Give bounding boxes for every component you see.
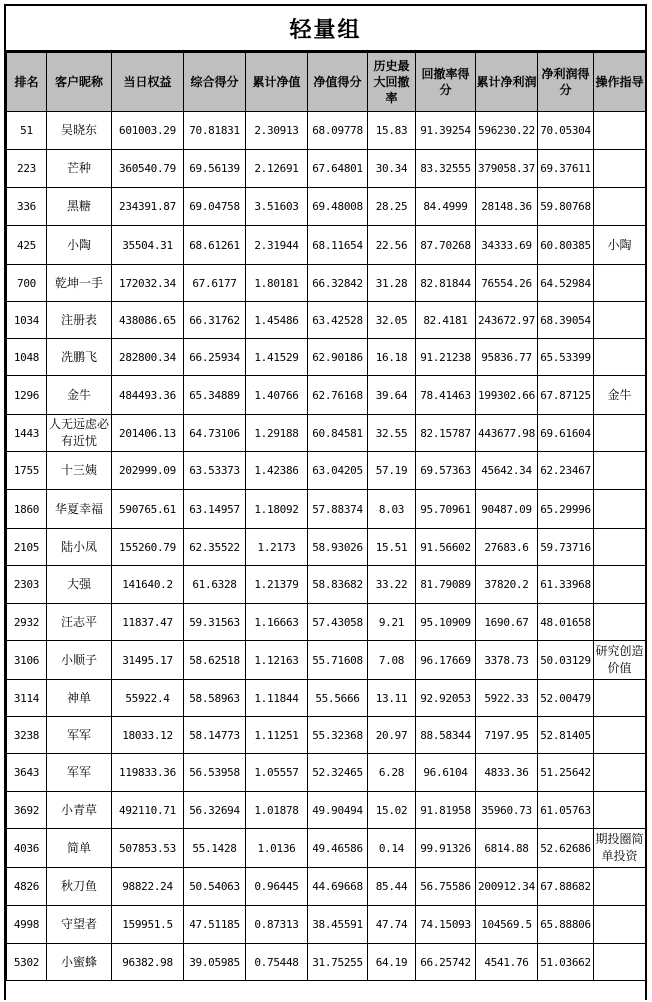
- table-row: [7, 944, 646, 981]
- cell-max-drawdown: 15.83: [368, 112, 416, 150]
- cell-nickname: 金牛: [47, 376, 112, 415]
- cell-net-profit: 34333.69: [476, 226, 538, 265]
- cell-nickname: 华夏幸福: [47, 490, 112, 529]
- cell-rank: 4036: [7, 829, 47, 868]
- cell-total-score: 67.6177: [184, 265, 246, 302]
- cell-rank: 1296: [7, 376, 47, 415]
- cell-net-profit: 45642.34: [476, 452, 538, 490]
- cell-nav-score: 55.5666: [308, 680, 368, 717]
- cell-nav-score: 63.04205: [308, 452, 368, 490]
- cell-guidance: [594, 717, 646, 754]
- cell-nickname: 神单: [47, 680, 112, 717]
- cell-total-score: 63.53373: [184, 452, 246, 490]
- cell-rank: 1048: [7, 339, 47, 376]
- cell-max-drawdown: 20.97: [368, 717, 416, 754]
- cell-nickname: 吴晓东: [47, 112, 112, 150]
- cell-rank: 4826: [7, 868, 47, 906]
- cell-equity: 360540.79: [112, 150, 184, 188]
- table-row: [7, 604, 646, 641]
- cell-drawdown-score: 95.10909: [416, 604, 476, 641]
- cell-nav-score: 57.88374: [308, 490, 368, 529]
- cell-nav-score: 62.90186: [308, 339, 368, 376]
- cell-max-drawdown: 32.55: [368, 415, 416, 452]
- table-row: [7, 339, 646, 376]
- cell-total-score: 50.54063: [184, 868, 246, 906]
- cell-nav: 1.42386: [246, 452, 308, 490]
- table-row: [7, 529, 646, 566]
- cell-nav-score: 38.45591: [308, 906, 368, 944]
- table-row: [7, 265, 646, 302]
- cell-nav: 1.45486: [246, 302, 308, 339]
- cell-guidance: 小陶: [594, 226, 646, 265]
- cell-equity: 201406.13: [112, 415, 184, 452]
- cell-rank: 51: [7, 112, 47, 150]
- table-row: [7, 490, 646, 529]
- cell-max-drawdown: 85.44: [368, 868, 416, 906]
- cell-total-score: 62.35522: [184, 529, 246, 566]
- cell-nav-score: 60.84581: [308, 415, 368, 452]
- cell-guidance: [594, 415, 646, 452]
- cell-nickname: 小蜜蜂: [47, 944, 112, 981]
- cell-max-drawdown: 6.28: [368, 754, 416, 792]
- cell-drawdown-score: 83.32555: [416, 150, 476, 188]
- cell-net-profit: 4833.36: [476, 754, 538, 792]
- cell-total-score: 64.73106: [184, 415, 246, 452]
- cell-equity: 172032.34: [112, 265, 184, 302]
- cell-profit-score: 65.29996: [538, 490, 594, 529]
- table-row: [7, 112, 646, 150]
- cell-nickname: 人无远虑必有近忧: [47, 415, 112, 452]
- cell-nav-score: 67.64801: [308, 150, 368, 188]
- cell-profit-score: 59.73716: [538, 529, 594, 566]
- cell-net-profit: 104569.5: [476, 906, 538, 944]
- cell-nickname: 军军: [47, 717, 112, 754]
- cell-max-drawdown: 16.18: [368, 339, 416, 376]
- cell-nickname: 小顺子: [47, 641, 112, 680]
- cell-net-profit: 243672.97: [476, 302, 538, 339]
- cell-net-profit: 596230.22: [476, 112, 538, 150]
- cell-nav: 1.2173: [246, 529, 308, 566]
- cell-nav: 1.12163: [246, 641, 308, 680]
- cell-max-drawdown: 47.74: [368, 906, 416, 944]
- cell-nickname: 乾坤一手: [47, 265, 112, 302]
- cell-nav: 3.51603: [246, 188, 308, 226]
- cell-max-drawdown: 64.19: [368, 944, 416, 981]
- cell-equity: 155260.79: [112, 529, 184, 566]
- table-row: [7, 680, 646, 717]
- cell-total-score: 66.25934: [184, 339, 246, 376]
- cell-profit-score: 52.62686: [538, 829, 594, 868]
- cell-nav: 1.05557: [246, 754, 308, 792]
- leaderboard-sheet: [4, 4, 647, 1000]
- cell-guidance: [594, 754, 646, 792]
- cell-profit-score: 67.87125: [538, 376, 594, 415]
- cell-guidance: 金牛: [594, 376, 646, 415]
- cell-drawdown-score: 91.81958: [416, 792, 476, 829]
- cell-net-profit: 35960.73: [476, 792, 538, 829]
- cell-net-profit: 5922.33: [476, 680, 538, 717]
- cell-nav-score: 55.32368: [308, 717, 368, 754]
- header-rank: 排名: [7, 53, 47, 112]
- cell-equity: 507853.53: [112, 829, 184, 868]
- cell-equity: 159951.5: [112, 906, 184, 944]
- header-profit-score: 净利润得分: [538, 53, 594, 112]
- cell-nickname: 小陶: [47, 226, 112, 265]
- table-row: [7, 188, 646, 226]
- cell-net-profit: 28148.36: [476, 188, 538, 226]
- cell-nav: 0.87313: [246, 906, 308, 944]
- cell-profit-score: 64.52984: [538, 265, 594, 302]
- cell-net-profit: 200912.34: [476, 868, 538, 906]
- table-row: [7, 226, 646, 265]
- cell-total-score: 68.61261: [184, 226, 246, 265]
- cell-max-drawdown: 13.11: [368, 680, 416, 717]
- cell-rank: 5302: [7, 944, 47, 981]
- cell-drawdown-score: 91.39254: [416, 112, 476, 150]
- cell-profit-score: 51.25642: [538, 754, 594, 792]
- cell-drawdown-score: 92.92053: [416, 680, 476, 717]
- cell-profit-score: 68.39054: [538, 302, 594, 339]
- cell-net-profit: 6814.88: [476, 829, 538, 868]
- cell-max-drawdown: 33.22: [368, 566, 416, 604]
- cell-nickname: 守望者: [47, 906, 112, 944]
- cell-max-drawdown: 7.08: [368, 641, 416, 680]
- cell-drawdown-score: 95.70961: [416, 490, 476, 529]
- cell-rank: 3643: [7, 754, 47, 792]
- cell-nickname: 冼鹏飞: [47, 339, 112, 376]
- cell-nav-score: 62.76168: [308, 376, 368, 415]
- cell-nav: 1.18092: [246, 490, 308, 529]
- cell-equity: 282800.34: [112, 339, 184, 376]
- cell-guidance: [594, 112, 646, 150]
- cell-nav-score: 66.32842: [308, 265, 368, 302]
- cell-nav: 1.01878: [246, 792, 308, 829]
- cell-max-drawdown: 30.34: [368, 150, 416, 188]
- cell-rank: 3238: [7, 717, 47, 754]
- cell-nav-score: 58.83682: [308, 566, 368, 604]
- cell-nickname: 汪志平: [47, 604, 112, 641]
- cell-guidance: [594, 604, 646, 641]
- header-total-score: 综合得分: [184, 53, 246, 112]
- cell-rank: 425: [7, 226, 47, 265]
- cell-net-profit: 27683.6: [476, 529, 538, 566]
- cell-equity: 601003.29: [112, 112, 184, 150]
- header-row: [7, 53, 646, 112]
- cell-guidance: [594, 906, 646, 944]
- sheet-title: 轻量组: [6, 6, 645, 52]
- table-row: [7, 150, 646, 188]
- cell-total-score: 39.05985: [184, 944, 246, 981]
- cell-drawdown-score: 82.4181: [416, 302, 476, 339]
- cell-nickname: 陆小凤: [47, 529, 112, 566]
- cell-profit-score: 69.61604: [538, 415, 594, 452]
- cell-profit-score: 70.05304: [538, 112, 594, 150]
- cell-max-drawdown: 31.28: [368, 265, 416, 302]
- cell-total-score: 61.6328: [184, 566, 246, 604]
- cell-total-score: 63.14957: [184, 490, 246, 529]
- cell-nav: 1.11251: [246, 717, 308, 754]
- cell-nav: 1.41529: [246, 339, 308, 376]
- header-nav-score: 净值得分: [308, 53, 368, 112]
- cell-max-drawdown: 57.19: [368, 452, 416, 490]
- cell-guidance: [594, 490, 646, 529]
- cell-profit-score: 61.33968: [538, 566, 594, 604]
- cell-max-drawdown: 28.25: [368, 188, 416, 226]
- cell-nickname: 注册表: [47, 302, 112, 339]
- cell-equity: 31495.17: [112, 641, 184, 680]
- header-guidance: 操作指导: [594, 53, 646, 112]
- cell-profit-score: 52.81405: [538, 717, 594, 754]
- cell-guidance: [594, 792, 646, 829]
- cell-max-drawdown: 39.64: [368, 376, 416, 415]
- cell-total-score: 47.51185: [184, 906, 246, 944]
- cell-nickname: 简单: [47, 829, 112, 868]
- cell-max-drawdown: 9.21: [368, 604, 416, 641]
- cell-drawdown-score: 81.79089: [416, 566, 476, 604]
- cell-drawdown-score: 56.75586: [416, 868, 476, 906]
- cell-equity: 492110.71: [112, 792, 184, 829]
- cell-nav: 2.30913: [246, 112, 308, 150]
- table-row: [7, 302, 646, 339]
- cell-nav: 1.16663: [246, 604, 308, 641]
- cell-total-score: 58.62518: [184, 641, 246, 680]
- cell-drawdown-score: 91.56602: [416, 529, 476, 566]
- cell-profit-score: 48.01658: [538, 604, 594, 641]
- cell-rank: 223: [7, 150, 47, 188]
- table-row: [7, 641, 646, 680]
- table-row: [7, 868, 646, 906]
- cell-nickname: 大强: [47, 566, 112, 604]
- header-drawdown-score: 回撤率得分: [416, 53, 476, 112]
- cell-equity: 35504.31: [112, 226, 184, 265]
- cell-drawdown-score: 66.25742: [416, 944, 476, 981]
- cell-profit-score: 62.23467: [538, 452, 594, 490]
- cell-drawdown-score: 87.70268: [416, 226, 476, 265]
- cell-equity: 141640.2: [112, 566, 184, 604]
- cell-rank: 3114: [7, 680, 47, 717]
- cell-drawdown-score: 82.81844: [416, 265, 476, 302]
- cell-max-drawdown: 32.05: [368, 302, 416, 339]
- cell-profit-score: 60.80385: [538, 226, 594, 265]
- cell-guidance: 研究创造价值: [594, 641, 646, 680]
- cell-nav-score: 44.69668: [308, 868, 368, 906]
- cell-equity: 18033.12: [112, 717, 184, 754]
- cell-total-score: 56.32694: [184, 792, 246, 829]
- cell-drawdown-score: 74.15093: [416, 906, 476, 944]
- cell-drawdown-score: 82.15787: [416, 415, 476, 452]
- table-row: [7, 906, 646, 944]
- cell-net-profit: 76554.26: [476, 265, 538, 302]
- cell-nickname: 秋刀鱼: [47, 868, 112, 906]
- cell-rank: 2105: [7, 529, 47, 566]
- cell-net-profit: 7197.95: [476, 717, 538, 754]
- cell-net-profit: 4541.76: [476, 944, 538, 981]
- cell-nav: 2.31944: [246, 226, 308, 265]
- cell-net-profit: 443677.98: [476, 415, 538, 452]
- cell-guidance: [594, 302, 646, 339]
- cell-total-score: 56.53958: [184, 754, 246, 792]
- cell-rank: 700: [7, 265, 47, 302]
- cell-equity: 98822.24: [112, 868, 184, 906]
- table-row: [7, 829, 646, 868]
- cell-net-profit: 90487.09: [476, 490, 538, 529]
- cell-nav: 1.29188: [246, 415, 308, 452]
- cell-drawdown-score: 91.21238: [416, 339, 476, 376]
- cell-total-score: 69.04758: [184, 188, 246, 226]
- cell-net-profit: 199302.66: [476, 376, 538, 415]
- cell-nickname: 芒种: [47, 150, 112, 188]
- cell-equity: 55922.4: [112, 680, 184, 717]
- cell-profit-score: 67.88682: [538, 868, 594, 906]
- table-row: [7, 452, 646, 490]
- cell-total-score: 59.31563: [184, 604, 246, 641]
- cell-guidance: [594, 150, 646, 188]
- header-nav: 累计净值: [246, 53, 308, 112]
- cell-rank: 3692: [7, 792, 47, 829]
- cell-nickname: 小青草: [47, 792, 112, 829]
- cell-total-score: 70.81831: [184, 112, 246, 150]
- table-row: [7, 376, 646, 415]
- cell-total-score: 58.58963: [184, 680, 246, 717]
- cell-drawdown-score: 96.17669: [416, 641, 476, 680]
- cell-guidance: [594, 868, 646, 906]
- table-row: [7, 754, 646, 792]
- cell-profit-score: 59.80768: [538, 188, 594, 226]
- cell-rank: 2303: [7, 566, 47, 604]
- cell-drawdown-score: 78.41463: [416, 376, 476, 415]
- cell-nav-score: 52.32465: [308, 754, 368, 792]
- cell-equity: 234391.87: [112, 188, 184, 226]
- cell-drawdown-score: 69.57363: [416, 452, 476, 490]
- header-equity: 当日权益: [112, 53, 184, 112]
- cell-profit-score: 52.00479: [538, 680, 594, 717]
- cell-nav: 1.11844: [246, 680, 308, 717]
- cell-guidance: 期投圈简单投资: [594, 829, 646, 868]
- cell-nav: 0.75448: [246, 944, 308, 981]
- cell-max-drawdown: 0.14: [368, 829, 416, 868]
- cell-equity: 11837.47: [112, 604, 184, 641]
- cell-profit-score: 65.88806: [538, 906, 594, 944]
- table-row: [7, 717, 646, 754]
- cell-guidance: [594, 452, 646, 490]
- cell-nav-score: 31.75255: [308, 944, 368, 981]
- header-net-profit: 累计净利润: [476, 53, 538, 112]
- cell-equity: 484493.36: [112, 376, 184, 415]
- cell-nav-score: 49.90494: [308, 792, 368, 829]
- cell-guidance: [594, 265, 646, 302]
- cell-total-score: 69.56139: [184, 150, 246, 188]
- cell-net-profit: 1690.67: [476, 604, 538, 641]
- cell-guidance: [594, 944, 646, 981]
- cell-nickname: 黑糖: [47, 188, 112, 226]
- cell-max-drawdown: 15.02: [368, 792, 416, 829]
- cell-drawdown-score: 84.4999: [416, 188, 476, 226]
- cell-profit-score: 51.03662: [538, 944, 594, 981]
- cell-nav-score: 69.48008: [308, 188, 368, 226]
- cell-guidance: [594, 339, 646, 376]
- cell-equity: 119833.36: [112, 754, 184, 792]
- cell-rank: 2932: [7, 604, 47, 641]
- cell-total-score: 55.1428: [184, 829, 246, 868]
- cell-total-score: 65.34889: [184, 376, 246, 415]
- cell-max-drawdown: 15.51: [368, 529, 416, 566]
- ranking-table: [6, 52, 646, 981]
- cell-nav: 1.21379: [246, 566, 308, 604]
- cell-nav-score: 68.09778: [308, 112, 368, 150]
- table-row: [7, 415, 646, 452]
- cell-equity: 202999.09: [112, 452, 184, 490]
- cell-nav: 0.96445: [246, 868, 308, 906]
- cell-drawdown-score: 88.58344: [416, 717, 476, 754]
- cell-rank: 1034: [7, 302, 47, 339]
- cell-total-score: 66.31762: [184, 302, 246, 339]
- cell-rank: 1755: [7, 452, 47, 490]
- cell-nav-score: 58.93026: [308, 529, 368, 566]
- cell-profit-score: 69.37611: [538, 150, 594, 188]
- cell-guidance: [594, 188, 646, 226]
- cell-max-drawdown: 8.03: [368, 490, 416, 529]
- cell-rank: 336: [7, 188, 47, 226]
- cell-nav: 1.80181: [246, 265, 308, 302]
- cell-guidance: [594, 566, 646, 604]
- table-row: [7, 566, 646, 604]
- cell-net-profit: 95836.77: [476, 339, 538, 376]
- header-nickname: 客户昵称: [47, 53, 112, 112]
- cell-nav-score: 49.46586: [308, 829, 368, 868]
- cell-nav: 1.40766: [246, 376, 308, 415]
- cell-profit-score: 61.05763: [538, 792, 594, 829]
- cell-profit-score: 50.03129: [538, 641, 594, 680]
- cell-drawdown-score: 99.91326: [416, 829, 476, 868]
- cell-rank: 1860: [7, 490, 47, 529]
- cell-net-profit: 37820.2: [476, 566, 538, 604]
- cell-nav: 1.0136: [246, 829, 308, 868]
- cell-equity: 96382.98: [112, 944, 184, 981]
- cell-rank: 3106: [7, 641, 47, 680]
- cell-guidance: [594, 680, 646, 717]
- cell-total-score: 58.14773: [184, 717, 246, 754]
- cell-nav-score: 68.11654: [308, 226, 368, 265]
- cell-rank: 4998: [7, 906, 47, 944]
- cell-rank: 1443: [7, 415, 47, 452]
- cell-nickname: 军军: [47, 754, 112, 792]
- cell-equity: 438086.65: [112, 302, 184, 339]
- table-row: [7, 792, 646, 829]
- header-max-drawdown: 历史最大回撤率: [368, 53, 416, 112]
- cell-nickname: 十三姨: [47, 452, 112, 490]
- cell-nav-score: 63.42528: [308, 302, 368, 339]
- cell-nav: 2.12691: [246, 150, 308, 188]
- cell-equity: 590765.61: [112, 490, 184, 529]
- cell-nav-score: 55.71608: [308, 641, 368, 680]
- cell-net-profit: 379058.37: [476, 150, 538, 188]
- cell-net-profit: 3378.73: [476, 641, 538, 680]
- cell-profit-score: 65.53399: [538, 339, 594, 376]
- cell-guidance: [594, 529, 646, 566]
- cell-nav-score: 57.43058: [308, 604, 368, 641]
- cell-max-drawdown: 22.56: [368, 226, 416, 265]
- cell-drawdown-score: 96.6104: [416, 754, 476, 792]
